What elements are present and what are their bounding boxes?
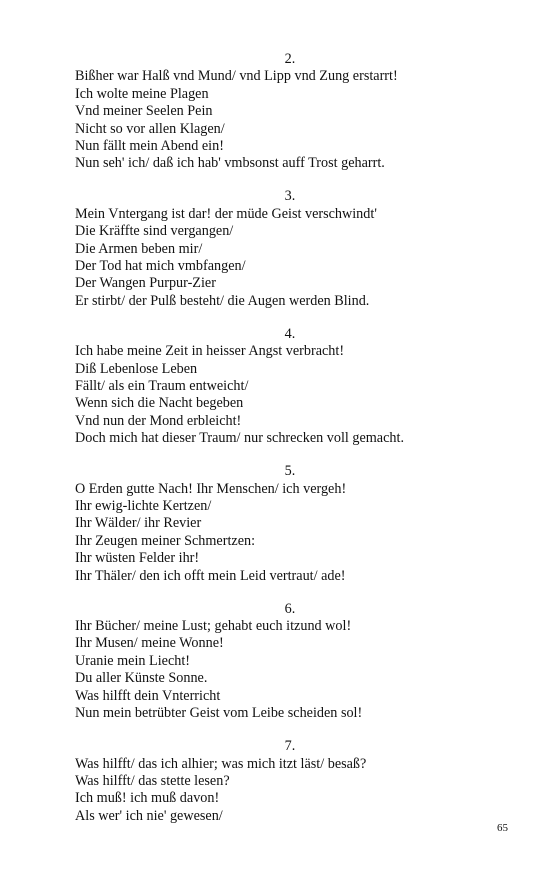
stanza-2 — [75, 51, 505, 173]
verse-line: Uranie mein Liecht! — [75, 652, 191, 669]
stanza-4 — [75, 326, 505, 448]
verse-line: Der Wangen Purpur-Zier — [75, 275, 216, 292]
verse-line: Diß Lebenlose Leben — [75, 360, 198, 377]
verse-line: Ihr Bücher/ meine Lust; gehabt euch itzund wol! — [75, 618, 352, 635]
stanza-7 — [75, 738, 505, 825]
verse-line: Die Kräffte sind vergangen/ — [75, 223, 234, 240]
verse-line: Nicht so vor allen Klagen/ — [75, 120, 225, 137]
verse-line: Ihr wüsten Felder ihr! — [75, 550, 200, 567]
verse-line: Mein Vntergang ist dar! der müde Geist verschwindt' — [75, 205, 377, 222]
verse-line: Nun mein betrübter Geist vom Leibe scheiden sol! — [75, 705, 363, 722]
stanza-number: 5. — [284, 463, 296, 480]
verse-line: Was hilfft/ das ich alhier; was mich itzt läst/ besaß? — [75, 755, 367, 772]
verse-line: Wenn sich die Nacht begeben — [75, 395, 244, 412]
page-number: 65 — [497, 822, 508, 834]
verse-line: Was hilfft dein Vnterricht — [75, 687, 221, 704]
verse-line: Bißher war Halß vnd Mund/ vnd Lipp vnd Zung erstarrt! — [75, 68, 398, 85]
poem-body — [75, 51, 505, 841]
verse-line: Ich habe meine Zeit in heisser Angst verbracht! — [75, 343, 345, 360]
stanza-number: 3. — [284, 188, 296, 205]
verse-line: Vnd meiner Seelen Pein — [75, 103, 213, 120]
verse-line: Ihr Wälder/ ihr Revier — [75, 515, 202, 532]
verse-line: Vnd nun der Mond erbleicht! — [75, 412, 242, 429]
verse-line: Ich muß! ich muß davon! — [75, 790, 220, 807]
stanza-number: 6. — [284, 600, 296, 617]
stanza-number: 2. — [284, 51, 296, 67]
stanza-number: 4. — [284, 325, 296, 342]
verse-line: Er stirbt/ der Pulß besteht/ die Augen werden Blind. — [75, 292, 370, 309]
verse-line: Fällt/ als ein Traum entweicht/ — [75, 378, 249, 395]
verse-line: Als wer' ich nie' gewesen/ — [75, 807, 223, 824]
verse-line: Was hilfft/ das stette lesen? — [75, 772, 230, 789]
verse-line: Ihr ewig-lichte Kertzen/ — [75, 498, 212, 515]
stanza-5 — [75, 463, 505, 585]
verse-line: Ihr Thäler/ den ich offt mein Leid vertraut/ ade! — [75, 567, 346, 584]
verse-line: Ich wolte meine Plagen — [75, 85, 209, 102]
stanza-number: 7. — [284, 738, 296, 755]
verse-line: Nun seh' ich/ daß ich hab' vmbsonst auff Trost geharrt. — [75, 155, 385, 172]
verse-line: Nun fällt mein Abend ein! — [75, 137, 224, 154]
verse-line: Ihr Zeugen meiner Schmertzen: — [75, 532, 256, 549]
verse-line: O Erden gutte Nach! Ihr Menschen/ ich vergeh! — [75, 480, 347, 497]
stanza-3 — [75, 188, 505, 310]
verse-line: Ihr Musen/ meine Wonne! — [75, 635, 224, 652]
verse-line: Doch mich hat dieser Traum/ nur schrecken voll gemacht. — [75, 430, 404, 447]
stanza-6 — [75, 601, 505, 723]
verse-line: Die Armen beben mir/ — [75, 240, 203, 257]
verse-line: Du aller Künste Sonne. — [75, 670, 208, 687]
verse-line: Der Tod hat mich vmbfangen/ — [75, 257, 246, 274]
